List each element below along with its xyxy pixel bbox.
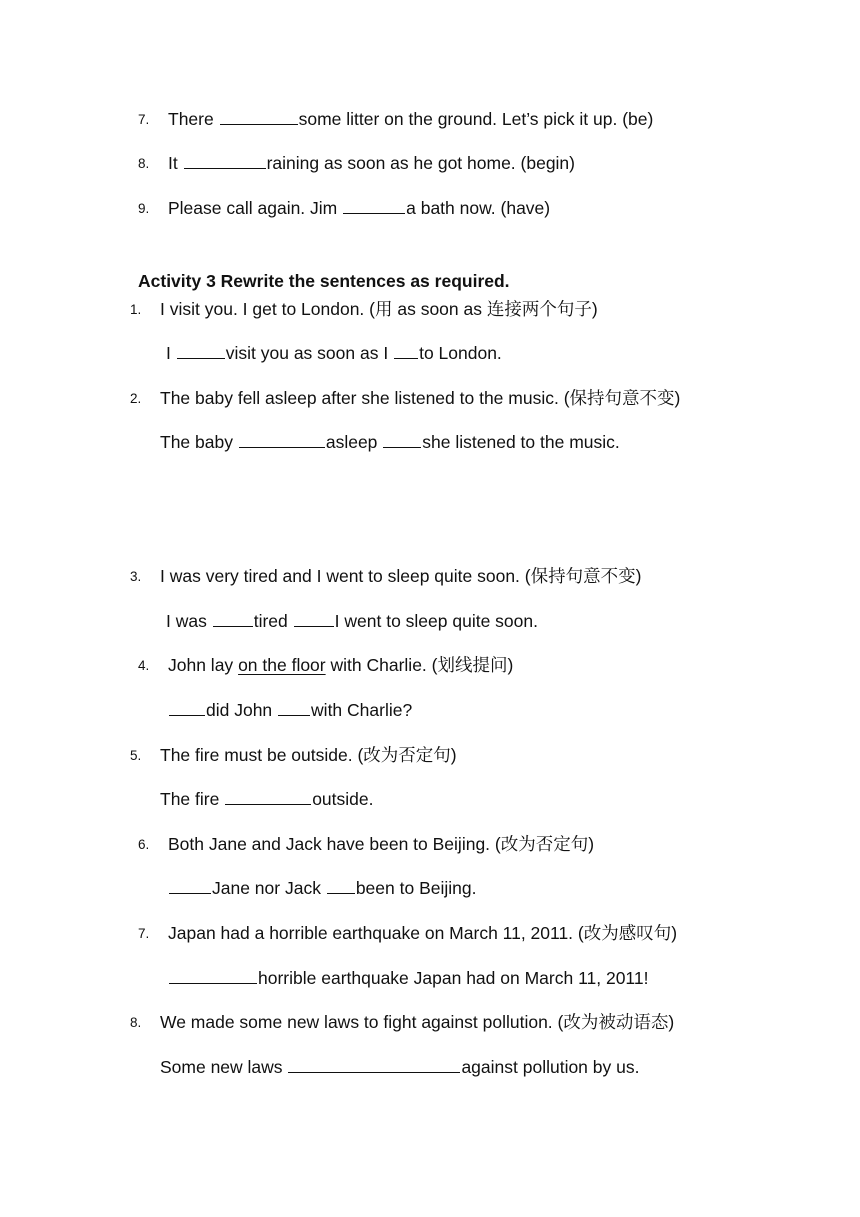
- item4-answer: did John with Charlie?: [168, 699, 412, 721]
- q7-blank[interactable]: [220, 109, 298, 125]
- item3-number: 3.: [130, 569, 142, 584]
- item3-answer: I was tired I went to sleep quite soon.: [166, 611, 538, 631]
- item7-number: 7.: [138, 926, 150, 941]
- item1-answer: I visit you as soon as I to London.: [166, 343, 502, 363]
- item8-number: 8.: [130, 1015, 142, 1030]
- item6-prompt: Both Jane and Jack have been to Beijing. (改为否定句): [168, 834, 595, 854]
- q9-sentence: Please call again. Jim a bath now. (have): [168, 198, 551, 218]
- item1-number: 1.: [130, 302, 142, 317]
- q7-number: 7.: [138, 112, 150, 127]
- item7-blank[interactable]: [169, 968, 257, 984]
- item1-prompt: I visit you. I get to London. (用 as soon as 连接两个句子): [160, 299, 598, 319]
- item4-underlined-phrase: on the floor: [238, 655, 326, 675]
- item7-answer: horrible earthquake Japan had on March 11, 2011!: [168, 967, 648, 989]
- item4-prompt: John lay on the floor with Charlie. (划线提问): [168, 655, 514, 675]
- item5-blank[interactable]: [225, 789, 311, 805]
- item3-blank-2[interactable]: [294, 611, 334, 627]
- item1-blank-2[interactable]: [394, 343, 418, 359]
- item8-prompt: We made some new laws to fight against pollution. (改为被动语态): [160, 1012, 675, 1032]
- item4-number: 4.: [138, 658, 150, 673]
- item6-blank-2[interactable]: [327, 878, 355, 894]
- q8-number: 8.: [138, 156, 150, 171]
- item5-prompt: The fire must be outside. (改为否定句): [160, 745, 457, 765]
- item6-answer: Jane nor Jack been to Beijing.: [168, 877, 476, 899]
- item2-number: 2.: [130, 391, 142, 406]
- q9-number: 9.: [138, 201, 150, 216]
- item7-prompt: Japan had a horrible earthquake on March 11, 2011. (改为感叹句): [168, 923, 678, 943]
- item2-answer: The baby asleep she listened to the music.: [160, 432, 620, 452]
- q7-sentence: There some litter on the ground. Let’s pick it up. (be): [168, 109, 654, 129]
- item2-blank-1[interactable]: [239, 432, 325, 448]
- q9-blank[interactable]: [343, 198, 405, 214]
- item3-prompt: I was very tired and I went to sleep quite soon. (保持句意不变): [160, 566, 642, 586]
- item6-blank-1[interactable]: [169, 878, 211, 894]
- q8-blank[interactable]: [184, 153, 266, 169]
- item3-blank-1[interactable]: [213, 611, 253, 627]
- item2-prompt: The baby fell asleep after she listened to the music. (保持句意不变): [160, 388, 681, 408]
- item4-blank-1[interactable]: [169, 700, 205, 716]
- activity3-heading: Activity 3 Rewrite the sentences as required.: [138, 271, 510, 291]
- item8-answer: Some new laws against pollution by us.: [160, 1057, 640, 1077]
- item4-blank-2[interactable]: [278, 700, 310, 716]
- q8-sentence: It raining as soon as he got home. (begin): [168, 153, 575, 173]
- item8-blank[interactable]: [288, 1057, 460, 1073]
- item6-number: 6.: [138, 837, 150, 852]
- item2-blank-2[interactable]: [383, 432, 421, 448]
- item5-number: 5.: [130, 748, 142, 763]
- item1-blank-1[interactable]: [177, 343, 225, 359]
- item5-answer: The fire outside.: [160, 789, 374, 809]
